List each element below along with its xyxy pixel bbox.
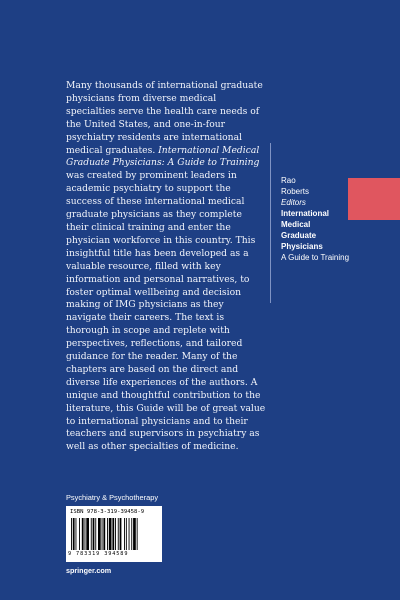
- barcode: [66, 506, 162, 562]
- vertical-divider: [270, 143, 271, 303]
- barcode-digits: 9 783319 394589: [68, 551, 129, 557]
- book-title-line: Graduate: [281, 231, 317, 240]
- blurb-text: [66, 80, 266, 454]
- blurb-book-title: International Medical Graduate Physicians: A Guide to Training: [66, 144, 260, 169]
- series-label: Psychiatry & Psychotherapy: [66, 493, 159, 502]
- blurb-paragraph: [66, 80, 266, 454]
- editors-label: Editors: [281, 198, 306, 207]
- editor-name: Roberts: [281, 187, 310, 196]
- book-title-line: Physicians: [281, 242, 323, 251]
- book-subtitle: A Guide to Training: [281, 253, 350, 262]
- editor-name: Rao: [281, 176, 296, 185]
- accent-bar: [348, 178, 400, 220]
- isbn-number: ISBN 978-3-319-39458-9: [70, 509, 145, 515]
- title-block: [281, 175, 349, 263]
- blurb-body: was created by prominent leaders in academic psychiatry to support the success of these international medical graduate physicians as they complete their clinical training and enter the physician workforce in this country. This insightful title has been developed as a valuable resource, filled with key information and personal narratives, to foster optimal wellbeing and decision making of IMG physicians as they navigate their careers. The text is thorough in scope and replete with perspectives, reflections, and tailored guidance for the reader. Many of the chapters are based on the direct and diverse life experiences of the authors. A unique and thoughtful contribution to the literature, this Guide will be of great value to international physicians and to their teachers and supervisors in psychiatry as well as other specialties of medicine.: [66, 170, 266, 453]
- blurb-intro: Many thousands of international graduate physicians from diverse medical specialties serve the health care needs of the United States, and one-in-four psychiatry residents are international medical graduates.: [66, 80, 263, 156]
- book-title-line: Medical: [281, 220, 311, 229]
- book-title-line: International: [281, 209, 330, 218]
- publisher-url: springer.com: [66, 566, 112, 575]
- barcode-bars: [71, 518, 157, 550]
